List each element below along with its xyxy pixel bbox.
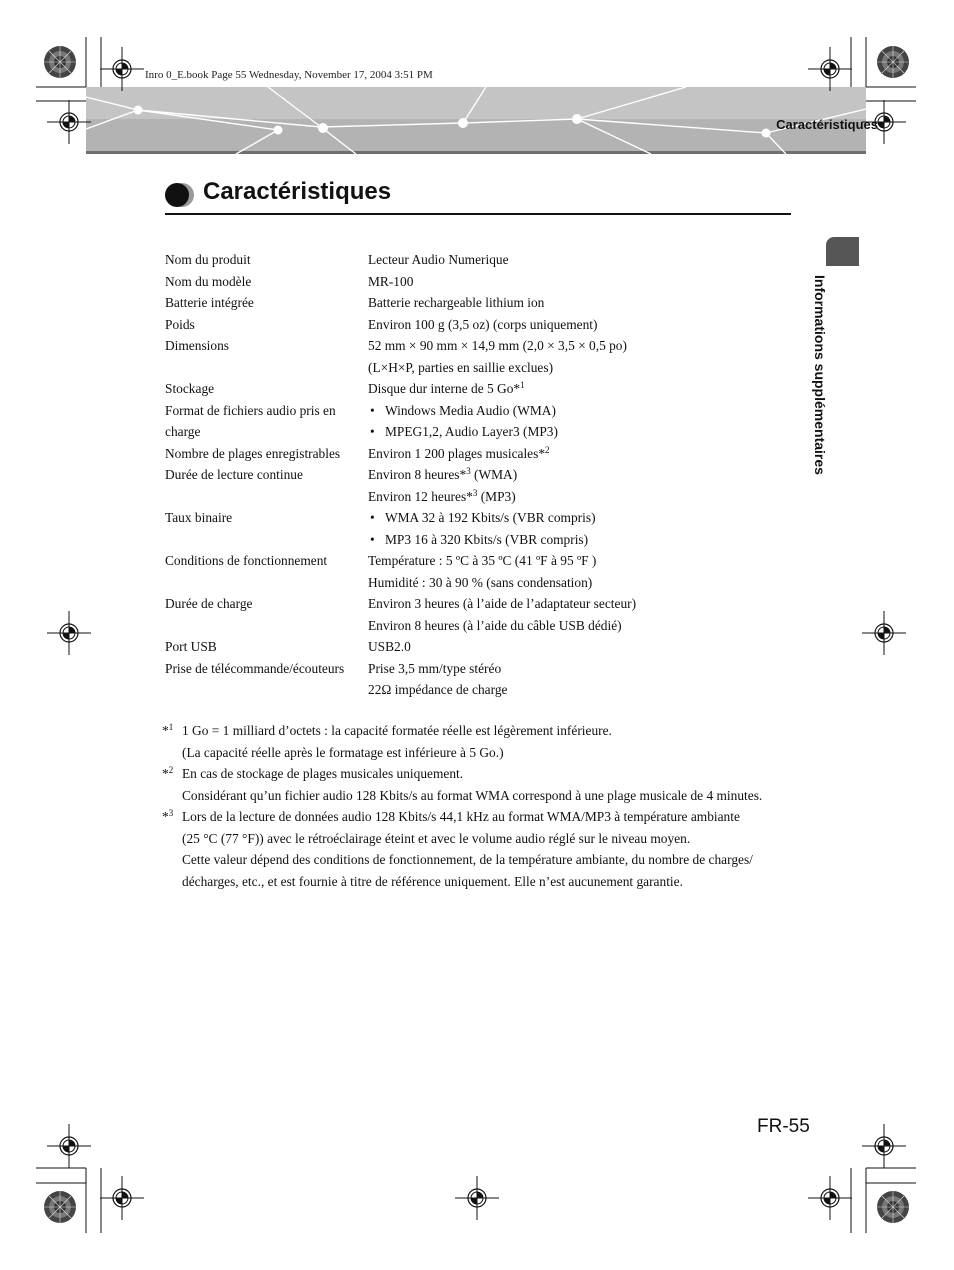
footnote-line: décharges, etc., et est fournie à titre de référence uniquement. Elle n’est aucunement garantie. xyxy=(182,873,683,889)
spec-key: Poids xyxy=(165,316,195,332)
spec-key: Stockage xyxy=(165,381,215,396)
spec-value: • Windows Media Audio (WMA) xyxy=(368,400,805,422)
spec-key: Nombre de plages enregistrables xyxy=(165,445,341,461)
spec-value: Environ 100 g (3,5 oz) (corps uniquement) xyxy=(368,316,598,332)
spec-value: Batterie rechargeable lithium ion xyxy=(368,295,545,310)
registration-mark xyxy=(100,47,144,91)
footnote-ref: 3 xyxy=(472,487,478,498)
footnote-line: (La capacité réelle après le formatage est inférieure à 5 Go.) xyxy=(182,744,504,760)
page-title: Caractéristiques xyxy=(203,178,392,205)
spec-value: Humidité : 30 à 90 % (sans condensation) xyxy=(368,574,593,590)
spec-value: Environ 1 200 plages musicales*$^2$ xyxy=(368,444,550,461)
bullet: • xyxy=(370,402,375,418)
spec-key: Port USB xyxy=(165,639,217,654)
print-info-line: Inro 0_E.book Page 55 Wednesday, November 17, 2004 3:51 PM xyxy=(145,69,433,81)
spec-key: Taux binaire xyxy=(165,510,233,525)
footnote-line: 1 Go = 1 milliard d’octets : la capacité formatée réelle est légèrement inférieure. xyxy=(182,723,612,738)
spec-key: Prise de télécommande/écouteurs xyxy=(165,660,345,676)
registration-mark xyxy=(47,1124,91,1168)
spec-value: Environ 3 heures (à l’aide de l’adaptateur secteur) xyxy=(368,596,637,611)
registration-mark xyxy=(862,611,906,655)
registration-mark xyxy=(808,1176,852,1220)
spec-key: Format de fichiers audio pris en xyxy=(165,402,336,418)
spec-key: Nom du produit xyxy=(165,252,251,267)
header-section-label: Caractéristiques xyxy=(776,117,878,132)
footnote-line: En cas de stockage de plages musicales uniquement. xyxy=(182,766,464,781)
footnote-mark: *$^3$ xyxy=(162,808,174,824)
spec-value: (L×H×P, parties en saillie exclues) xyxy=(368,359,554,375)
spec-value: MR-100 xyxy=(368,273,414,289)
color-rosette xyxy=(877,1191,909,1223)
registration-mark xyxy=(47,611,91,655)
page-number: FR-55 xyxy=(757,1116,810,1137)
footnote-line: (25 °C (77 °F)) avec le rétroéclairage éteint et avec le volume audio réglé sur le niveau moyen. xyxy=(182,830,691,846)
registration-mark xyxy=(455,1176,499,1220)
spec-key: Durée de charge xyxy=(165,596,253,611)
side-tab-label: Informations supplémentaires xyxy=(812,275,828,475)
bullet: • xyxy=(370,424,375,439)
footnote-line: Cette valeur dépend des conditions de fonctionnement, de la température ambiante, du nombre de charges/ xyxy=(182,852,753,867)
spec-value: Environ 8 heures*$^3$ (WMA) xyxy=(368,466,518,482)
spec-value: • WMA 32 à 192 Kbits/s (VBR compris) xyxy=(368,507,805,529)
spec-value: 22Ω impédance de charge xyxy=(368,682,508,697)
spec-value: 52 mm × 90 mm × 14,9 mm (2,0 × 3,5 × 0,5 po) xyxy=(368,338,627,353)
footnote-mark: *$^2$ xyxy=(162,765,174,781)
color-rosette xyxy=(44,46,76,78)
spec-key: Nom du modèle xyxy=(165,273,252,289)
spec-value: Prise 3,5 mm/type stéréo xyxy=(368,660,502,676)
spec-value: USB2.0 xyxy=(368,639,411,654)
bullet: • xyxy=(370,531,375,547)
spec-value: • MPEG1,2, Audio Layer3 (MP3) xyxy=(368,421,805,443)
spec-key: Durée de lecture continue xyxy=(165,467,303,482)
spec-value: Environ 12 heures*$^3$ (MP3) xyxy=(368,487,516,504)
footnote-ref: 2 xyxy=(545,444,550,455)
footnote-line: Considérant qu’un fichier audio 128 Kbits/s au format WMA correspond à une plage musicale de 4 minutes. xyxy=(182,787,763,803)
color-rosette xyxy=(44,1191,76,1223)
spec-value: Environ 8 heures (à l’aide du câble USB dédié) xyxy=(368,617,622,633)
spec-value: Température : 5 ºC à 35 ºC (41 ºF à 95 ºF ) xyxy=(368,553,597,568)
spec-key: charge xyxy=(165,424,201,439)
footnote-mark: *$^1$ xyxy=(162,722,174,738)
spec-key: Batterie intégrée xyxy=(165,295,254,310)
spec-value: Lecteur Audio Numerique xyxy=(368,252,509,267)
registration-mark xyxy=(862,1124,906,1168)
registration-mark xyxy=(100,1176,144,1220)
registration-mark xyxy=(47,100,91,144)
spec-key: Conditions de fonctionnement xyxy=(165,553,328,568)
spec-key: Dimensions xyxy=(165,338,229,353)
footnote-ref: 1 xyxy=(520,380,525,390)
spec-value: Disque dur interne de 5 Go*$^1$ xyxy=(368,380,525,396)
footnote-ref: 3 xyxy=(466,466,471,476)
registration-mark xyxy=(808,47,852,91)
bullet: • xyxy=(370,510,375,525)
spec-value: • MP3 16 à 320 Kbits/s (VBR compris) xyxy=(368,529,805,551)
footnote-line: Lors de la lecture de données audio 128 Kbits/s 44,1 kHz au format WMA/MP3 à température ambiante xyxy=(182,809,740,824)
registration-mark xyxy=(862,100,906,144)
color-rosette xyxy=(877,46,909,78)
